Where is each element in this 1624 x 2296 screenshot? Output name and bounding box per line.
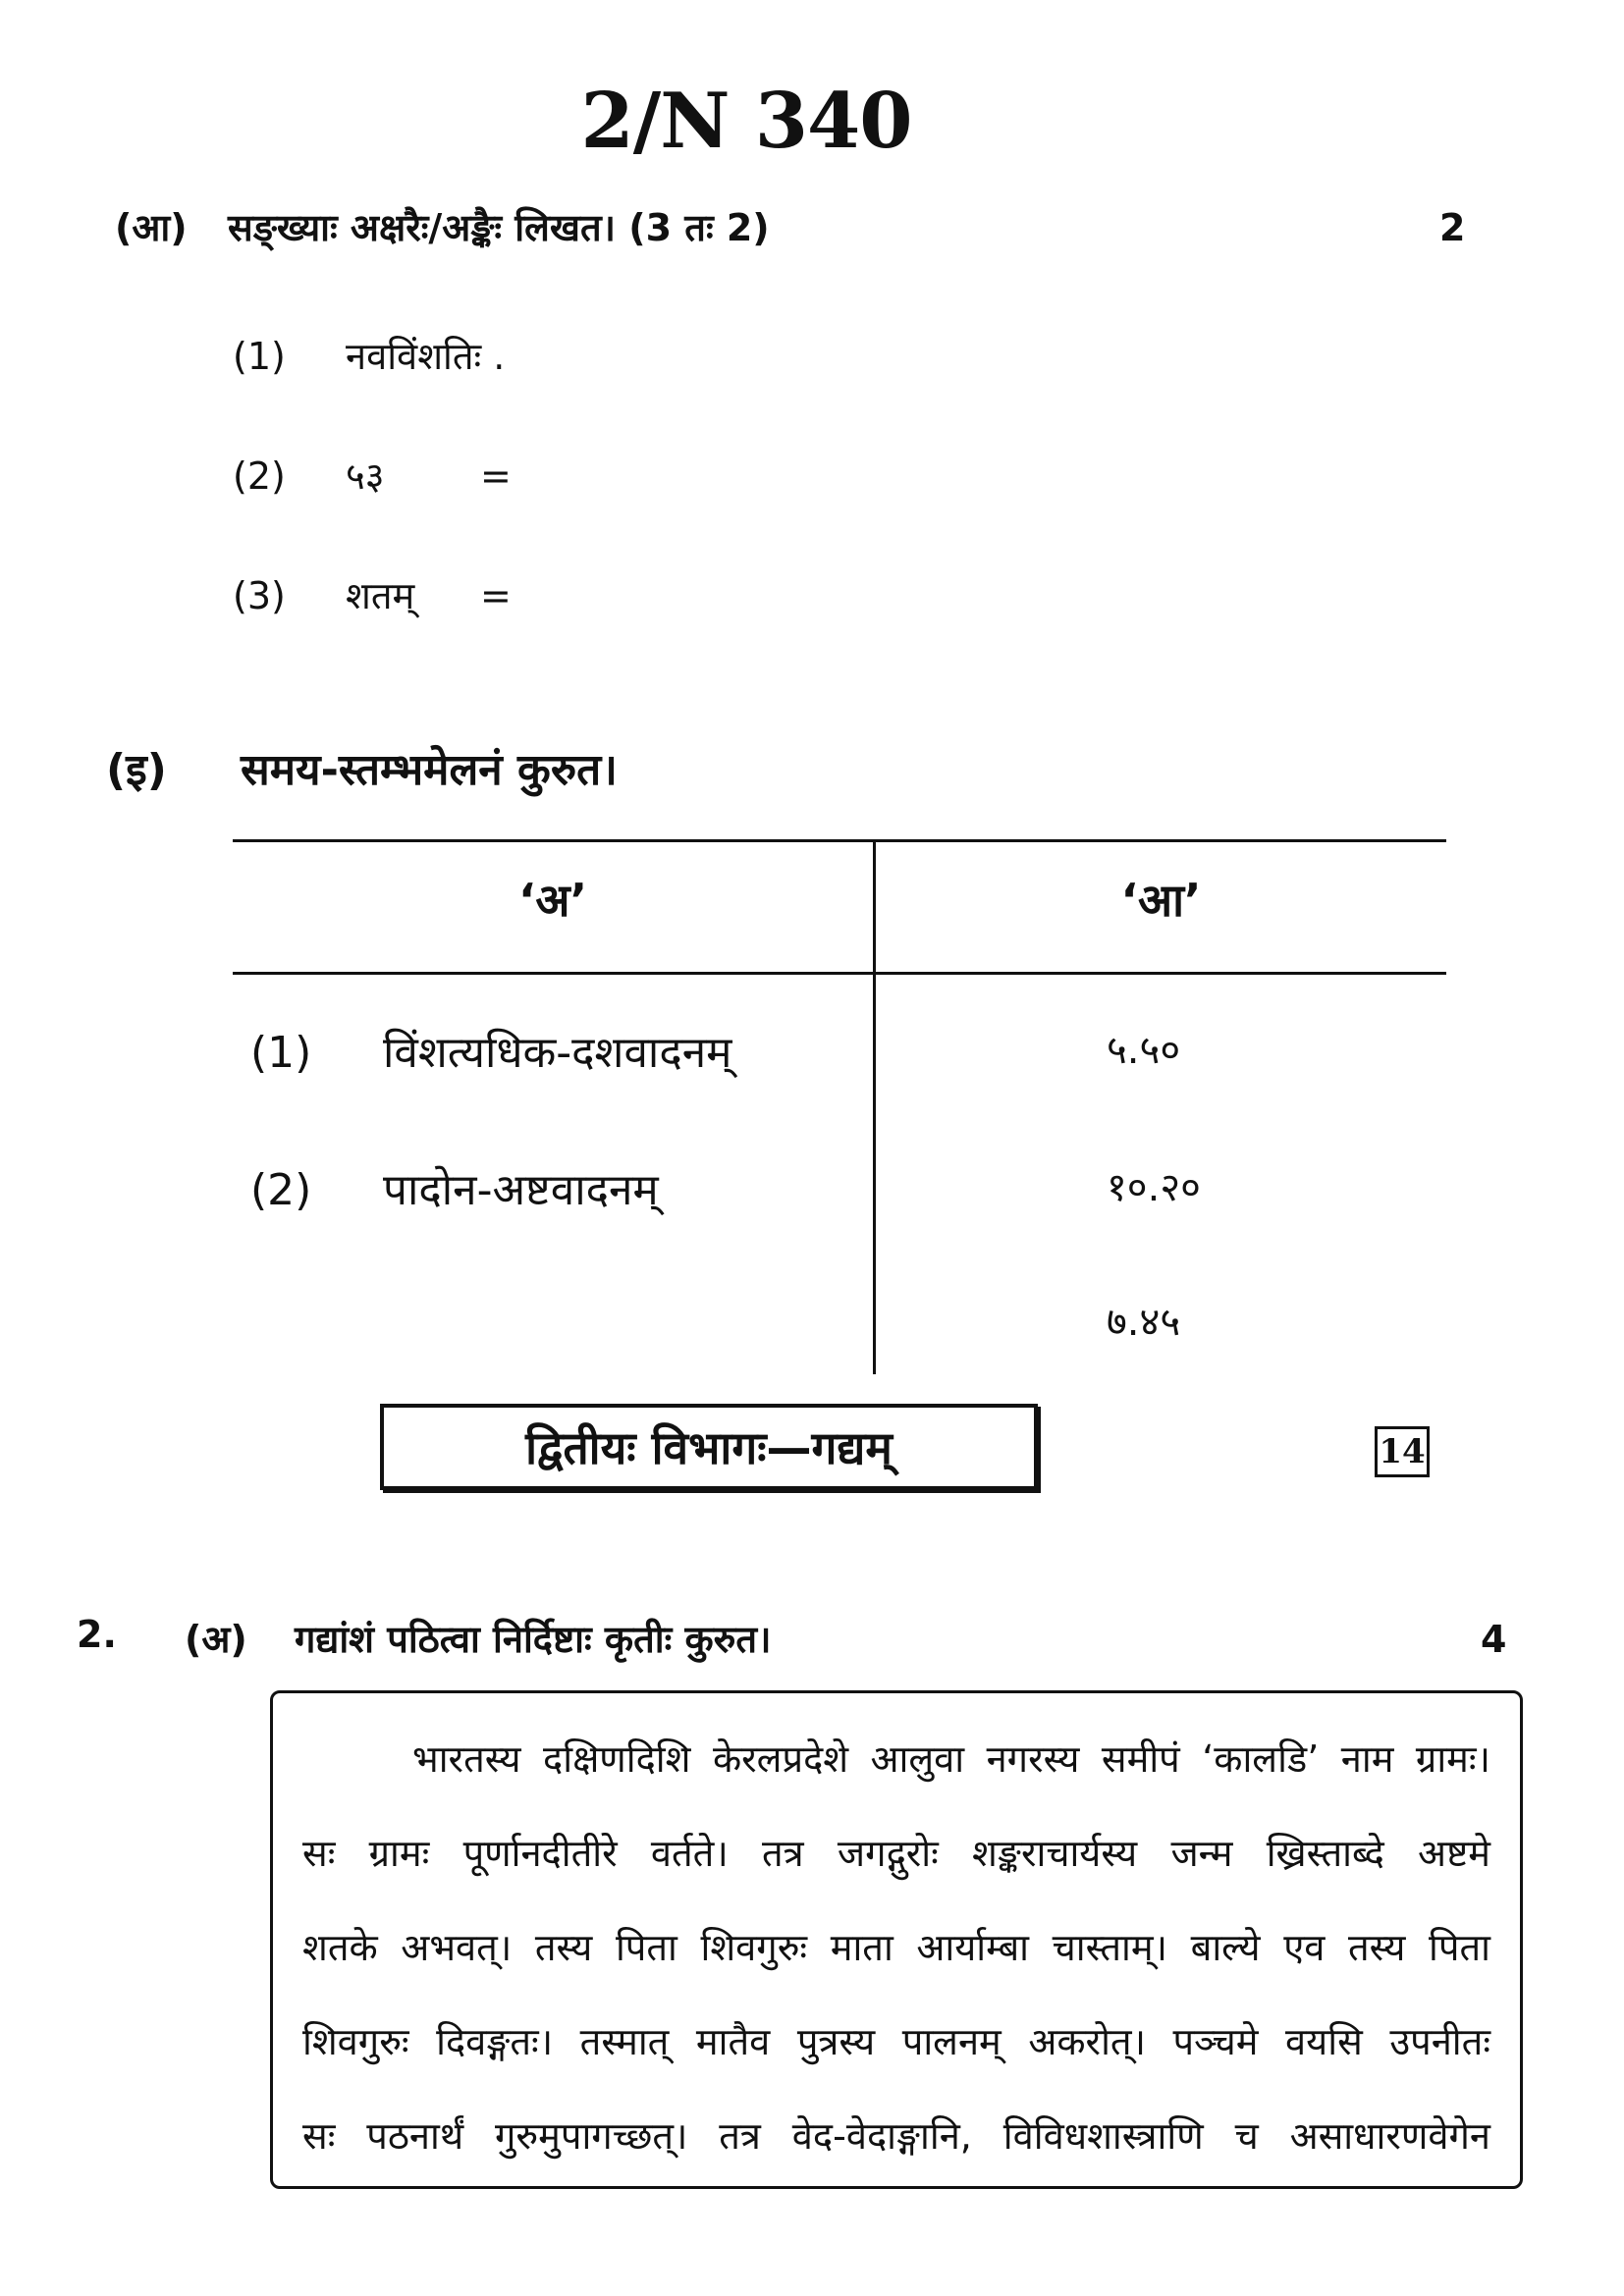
item-text: नवविंशतिः [346, 335, 482, 378]
time-value: ५.५० [1107, 1028, 1181, 1073]
list-item [233, 569, 512, 620]
table-header-rule [233, 972, 1446, 975]
row-number: (1) [250, 1028, 312, 1078]
list-item [233, 330, 505, 381]
passage-box [270, 1690, 1523, 2189]
question-i-instruction: समय-स्तम्भमेलनं कुरुत। [241, 745, 618, 795]
section-title: द्वितीयः विभागः—गद्यम् [525, 1421, 893, 1474]
item-number: (1) [233, 335, 286, 378]
question-aa-label: (आ) [115, 206, 188, 249]
question-2-number: 2. [77, 1613, 117, 1656]
section-marks: 14 [1379, 1432, 1426, 1471]
item-text: शतम् [346, 574, 415, 617]
time-value: १०.२० [1107, 1165, 1201, 1210]
passage-line: सः पठनार्थं गुरुमुपागच्छत्। तत्र वेद-वेदाङ्गानि, विविधशास्त्राणि च असाधारणवेगेन [302, 2114, 1490, 2158]
section-title-box [380, 1404, 1038, 1490]
item-number: (3) [233, 574, 286, 617]
table-row [250, 1021, 731, 1080]
question-aa-marks: 2 [1439, 206, 1466, 249]
question-2-instruction: गद्यांशं पठित्वा निर्दिष्टाः कृतीः कुरुत। [295, 1618, 772, 1661]
item-separator: = [480, 574, 512, 617]
question-aa-instruction: सङ्ख्याः अक्षरैः/अङ्कैः लिखत। (3 तः 2) [228, 206, 770, 249]
row-text: पादोन-अष्टवादनम् [383, 1165, 659, 1215]
table-row [250, 1158, 659, 1217]
item-text: ५३ [346, 454, 385, 498]
row-number: (2) [250, 1165, 312, 1215]
question-i-label: (इ) [106, 745, 167, 795]
item-separator: = [480, 454, 512, 498]
passage-line: शतके अभवत्। तस्य पिता शिवगुरुः माता आर्याम्बा चास्ताम्। बाल्ये एव तस्य पिता [302, 1926, 1490, 1969]
passage-line: शिवगुरुः दिवङ्गतः। तस्मात् मातैव पुत्रस्य पालनम् अकरोत्। पञ्चमे वयसि उपनीतः [302, 2020, 1490, 2063]
section-marks-box [1375, 1426, 1430, 1477]
passage-line: सः ग्रामः पूर्णानदीतीरे वर्तते। तत्र जगद्गुरोः शङ्कराचार्यस्य जन्म ख्रिस्ताब्दे अष्टमे [302, 1832, 1490, 1875]
matching-table [233, 839, 1446, 1374]
item-separator: . [493, 335, 506, 378]
page-code: 2/N 340 [580, 77, 912, 166]
table-top-rule [233, 839, 1446, 842]
column-header-a: ‘अ’ [517, 874, 588, 927]
row-text: विंशत्यधिक-दशवादनम् [383, 1028, 732, 1078]
question-2-label: (अ) [185, 1618, 247, 1661]
list-item [233, 450, 512, 501]
time-value: ७.४५ [1107, 1300, 1181, 1345]
column-header-aa: ‘आ’ [1120, 874, 1202, 927]
question-2-marks: 4 [1481, 1618, 1507, 1661]
item-number: (2) [233, 454, 286, 498]
passage-line: भारतस्य दक्षिणदिशि केरलप्रदेशे आलुवा नगरस्य समीपं ‘कालडि’ नाम ग्रामः। [412, 1737, 1490, 1781]
